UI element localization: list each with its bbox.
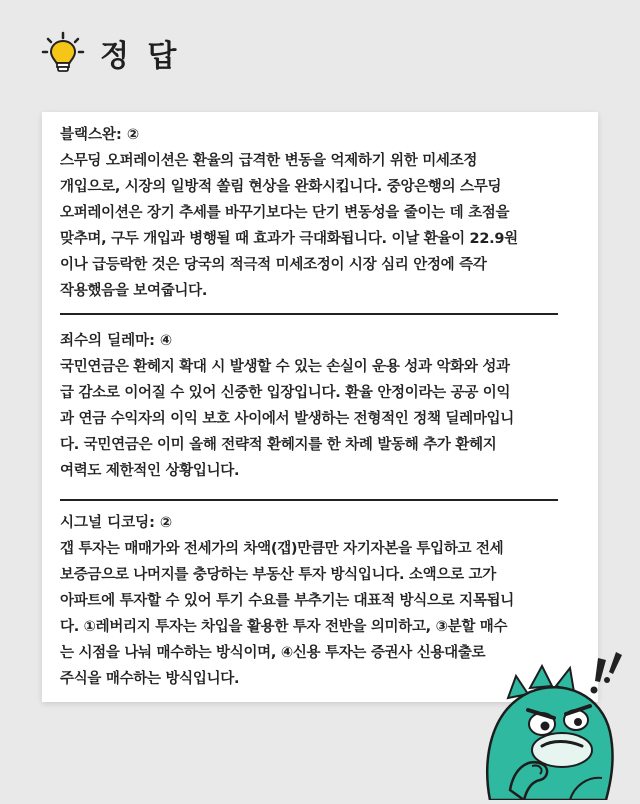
answer-section-black-swan: [60, 124, 580, 304]
answer-section-prisoners-dilemma: [60, 330, 580, 484]
section-divider: [60, 499, 558, 501]
section-body: 스무딩 오퍼레이션은 환율의 급격한 변동을 억제하기 위한 미세조정 개입으로, 시장의 일방적 쏠림 현상을 완화시킵니다. 중앙은행의 스무딩 오퍼레이션은 장기 추세를 바꾸기보다는 단기 변동성을 줄이는 데 초점을 맞추며, 구두 개입과 병행될 때 효과가 극대화됩니다. 이날 환율이 22.9원 이나 급등락한 것은 당국의 적극적 미세조정이 시장 심리 안정에 즉각 작용했음을 보여줍니다.: [60, 153, 518, 299]
answer-card: [42, 112, 598, 702]
section-title: 블랙스완: ②: [60, 127, 140, 143]
section-title: 죄수의 딜레마: ④: [60, 333, 173, 349]
green-monster-mascot-icon: [470, 640, 640, 804]
lightbulb-icon: [40, 30, 86, 76]
section-body: 갭 투자는 매매가와 전세가의 차액(갭)만큼만 자기자본을 투입하고 전세 보증금으로 나머지를 충당하는 부동산 투자 방식입니다. 소액으로 고가 아파트에 투자할 수 있어 투기 수요를 부추기는 대표적 방식으로 지목됩니 다. ①레버리지 투자는 차입을 활용한 투자 전반을 의미하고, ③분할 매수 는 시점을 나눠 매수하는 방식이며, ④신용 투자는 증권사 신용대출로 주식을 매수하는 방식입니다.: [60, 541, 514, 687]
section-body: 국민연금은 환헤지 확대 시 발생할 수 있는 손실이 운용 성과 악화와 성과 급 감소로 이어질 수 있어 신중한 입장입니다. 환율 안정이라는 공공 이익 과 연금 수익자의 이익 보호 사이에서 발생하는 전형적인 정책 딜레마입니 다. 국민연금은 이미 올해 전략적 환헤지를 한 차례 발동해 추가 환헤지 여력도 제한적인 상황입니다.: [60, 359, 514, 479]
answer-header: [40, 30, 180, 76]
section-divider: [60, 313, 558, 315]
page-title: 정 답: [100, 39, 181, 74]
section-title: 시그널 디코딩: ②: [60, 515, 173, 531]
